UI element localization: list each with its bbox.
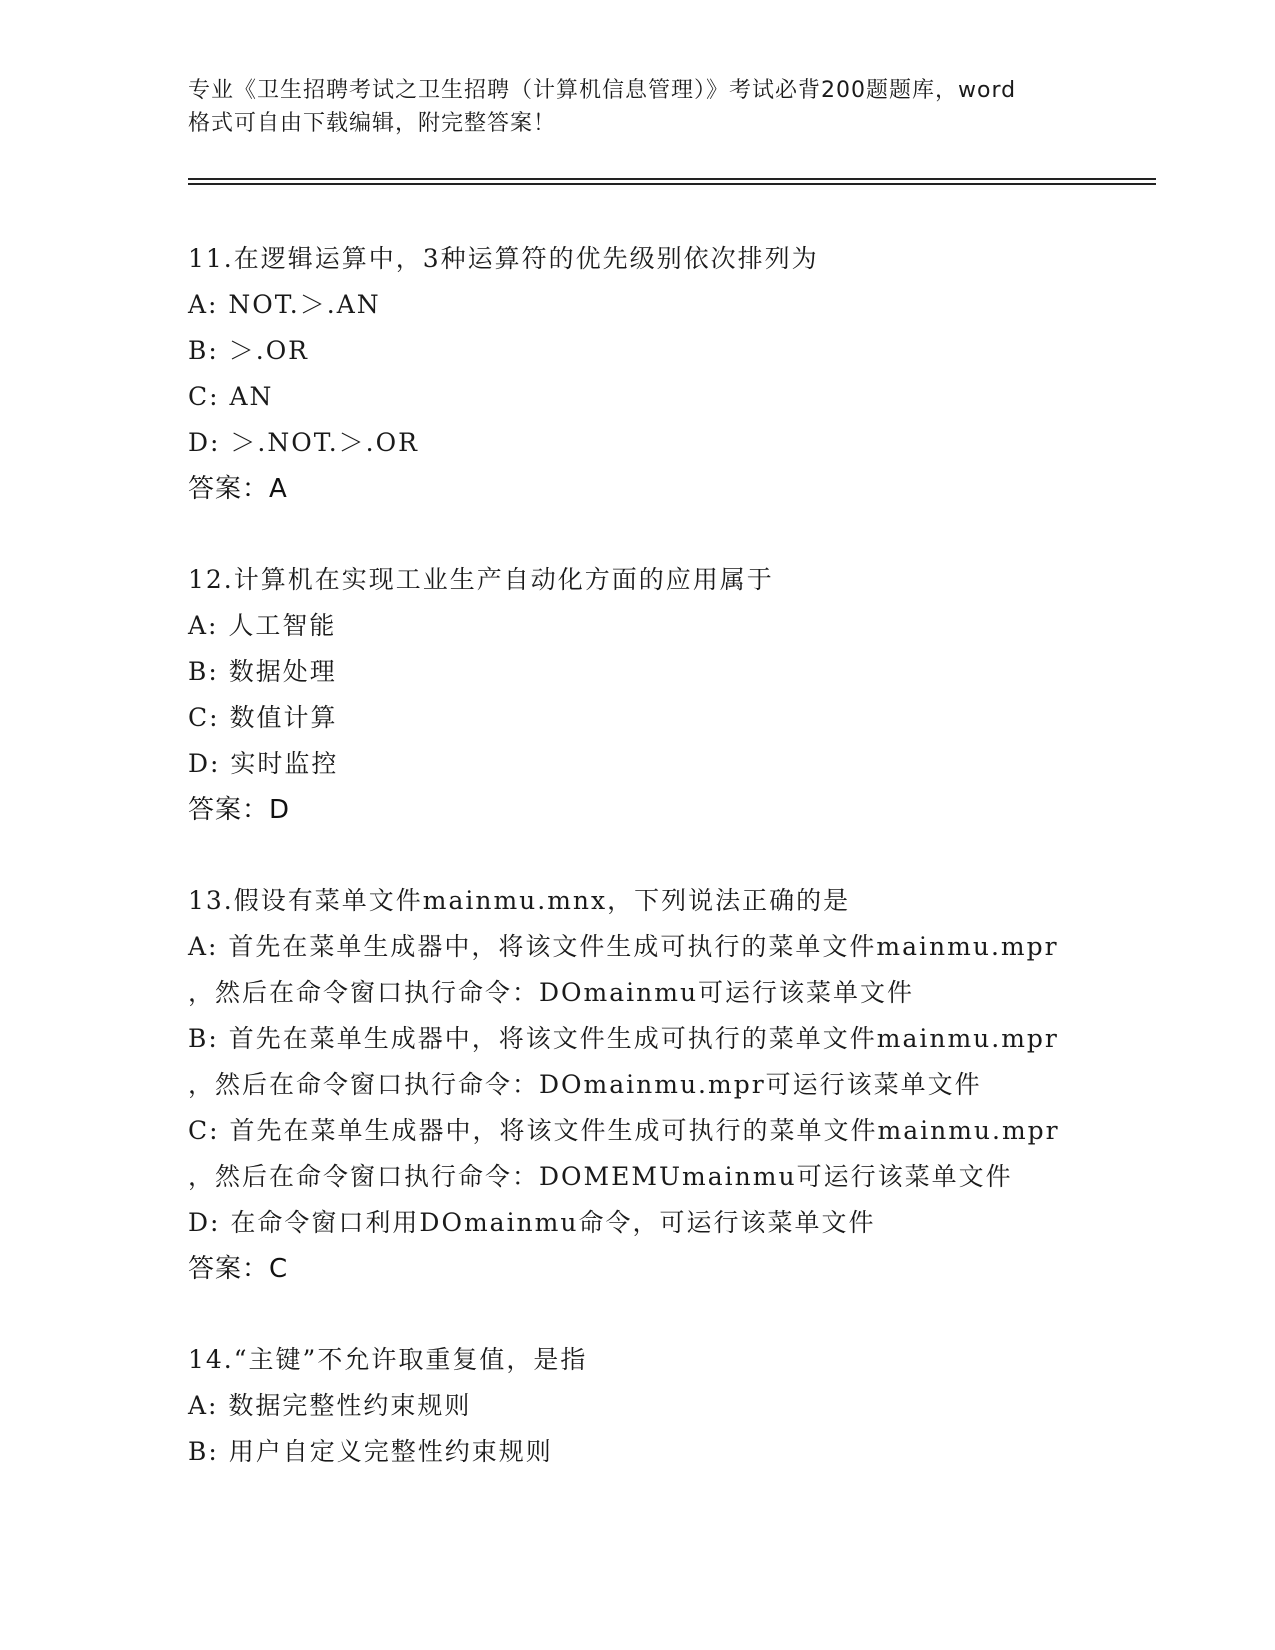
option-c: C: AN <box>188 382 274 411</box>
question-list <box>188 236 1168 1520</box>
option-a: A: 数据完整性约束规则 <box>188 1391 472 1420</box>
option-c-continued: ，然后在命令窗口执行命令：DOMEMUmainmu可运行该菜单文件 <box>188 1162 1013 1191</box>
header-divider-top <box>188 178 1156 180</box>
option-d: D: ＞.NOT.＞.OR <box>188 428 419 457</box>
question-11 <box>188 236 1168 512</box>
option-c: C: 首先在菜单生成器中，将该文件生成可执行的菜单文件mainmu.mpr <box>188 1116 1060 1145</box>
question-14 <box>188 1337 1168 1475</box>
header-line-1: 专业《卫生招聘考试之卫生招聘（计算机信息管理）》考试必背200题题库，word <box>188 78 1017 103</box>
question-13 <box>188 878 1168 1292</box>
question-stem: 12.计算机在实现工业生产自动化方面的应用属于 <box>188 565 774 594</box>
option-a: A: 首先在菜单生成器中，将该文件生成可执行的菜单文件mainmu.mpr <box>188 932 1059 961</box>
option-b: B: 首先在菜单生成器中，将该文件生成可执行的菜单文件mainmu.mpr <box>188 1024 1059 1053</box>
header-divider-bottom <box>188 183 1156 185</box>
question-12 <box>188 557 1168 833</box>
option-d: D: 实时监控 <box>188 749 339 778</box>
option-a-continued: ，然后在命令窗口执行命令：DOmainmu可运行该菜单文件 <box>188 978 915 1007</box>
option-a: A: 人工智能 <box>188 611 337 640</box>
option-d: D: 在命令窗口利用DOmainmu命令，可运行该菜单文件 <box>188 1208 876 1237</box>
answer-label: 答案：C <box>188 1254 289 1284</box>
document-header <box>188 74 1088 140</box>
question-stem: 11.在逻辑运算中，3种运算符的优先级别依次排列为 <box>188 244 819 273</box>
question-stem: 13.假设有菜单文件mainmu.mnx，下列说法正确的是 <box>188 886 851 915</box>
option-b-continued: ，然后在命令窗口执行命令：DOmainmu.mpr可运行该菜单文件 <box>188 1070 982 1099</box>
option-b: B: 数据处理 <box>188 657 337 686</box>
option-a: A: NOT.＞.AN <box>188 290 381 319</box>
header-line-2: 格式可自由下载编辑，附完整答案！ <box>188 111 557 136</box>
option-b: B: ＞.OR <box>188 336 310 365</box>
answer-label: 答案：D <box>188 795 291 825</box>
option-b: B: 用户自定义完整性约束规则 <box>188 1437 553 1466</box>
answer-label: 答案：A <box>188 474 288 504</box>
question-stem: 14.“主键”不允许取重复值，是指 <box>188 1345 588 1374</box>
option-c: C: 数值计算 <box>188 703 338 732</box>
